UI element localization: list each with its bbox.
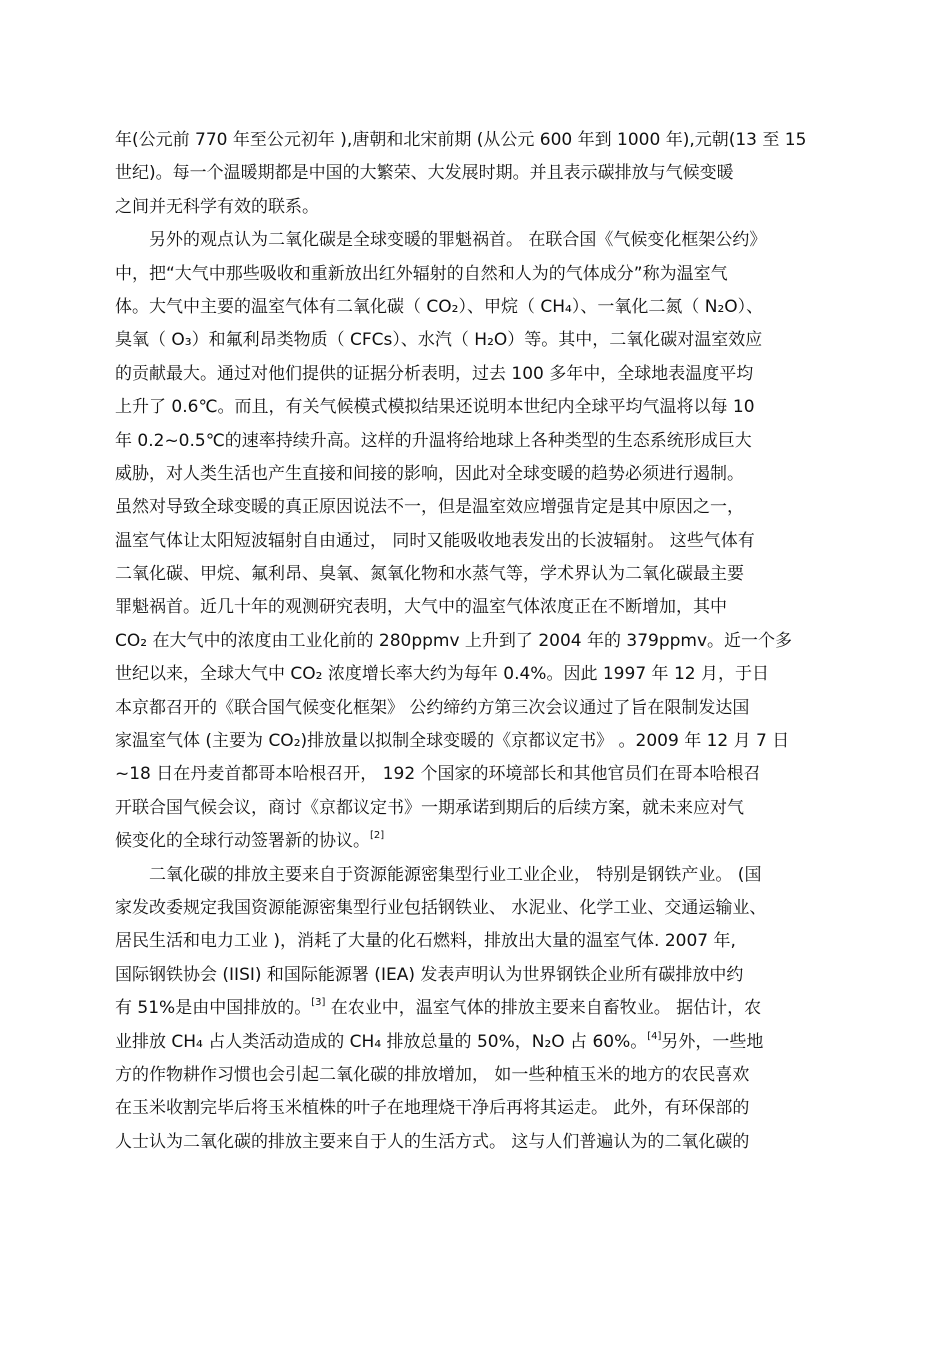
citation-ref: [2]	[370, 830, 385, 842]
paragraph-line: 温室气体让太阳短波辐射自由通过， 同时又能吸收地表发出的长波辐射。 这些气体有	[115, 530, 755, 551]
paragraph-line: 本京都召开的《联合国气候变化框架》 公约缔约方第三次会议通过了旨在限制发达国	[115, 697, 750, 718]
paragraph-line	[115, 1029, 830, 1062]
paragraph-line: 上升了 0.6℃。而且，有关气候模式模拟结果还说明本世纪内全球平均气温将以每 10	[115, 397, 755, 418]
paragraph-line: 罪魁祸首。近几十年的观测研究表明，大气中的温室气体浓度正在不断增加，其中	[115, 597, 727, 618]
paragraph-line: 年 0.2~0.5℃的速率持续升高。这样的升温将给地球上各种类型的生态系统形成巨大	[115, 430, 752, 451]
citation-ref: [3]	[311, 997, 326, 1009]
paragraph-line: 另外的观点认为二氧化碳是全球变暖的罪魁祸首。 在联合国《气候变化框架公约》	[149, 230, 767, 251]
paragraph-line: 世纪以来，全球大气中 CO₂ 浓度增长率大约为每年 0.4%。因此 1997 年 12 月，于日	[115, 664, 769, 685]
paragraph-line: 世纪)。每一个温暖期都是中国的大繁荣、大发展时期。并且表示碳排放与气候变暖	[115, 163, 734, 184]
paragraph-line: 居民生活和电力工业 )，消耗了大量的化石燃料，排放出大量的温室气体. 2007 年,	[115, 931, 736, 952]
paragraph-line: 家发改委规定我国资源能源密集型行业包括钢铁业、 水泥业、化学工业、交通运输业、	[115, 897, 767, 918]
paragraph-line: 臭氧（ O₃）和氟利昂类物质（ CFCs）、水汽（ H₂O）等。其中，二氧化碳对温室效应	[115, 330, 763, 351]
paragraph-line: 威胁，对人类生活也产生直接和间接的影响，因此对全球变暖的趋势必须进行遏制。	[115, 463, 744, 484]
paragraph-line: 方的作物耕作习惯也会引起二氧化碳的排放增加， 如一些种植玉米的地方的农民喜欢	[115, 1064, 750, 1085]
paragraph-line: 中，把“大气中那些吸收和重新放出红外辐射的自然和人为的气体成分”称为温室气	[115, 263, 728, 284]
line-text: 在农业中，温室气体的排放主要来自畜牧业。 据估计，农	[325, 998, 762, 1019]
paragraph-line: 体。大气中主要的温室气体有二氧化碳（ CO₂）、甲烷（ CH₄）、一氧化二氮（ N₂O）、	[115, 296, 764, 317]
paragraph-line: 开联合国气候会议，商讨《京都议定书》一期承诺到期后的后续方案，就未来应对气	[115, 797, 744, 818]
line-text: 有 51%是由中国排放的。	[115, 998, 312, 1019]
paragraph-line: 年(公元前 770 年至公元初年 ),唐朝和北宋前期 (从公元 600 年到 1000 年),元朝(13 至 15	[115, 130, 807, 150]
paragraph-line: ~18 日在丹麦首都哥本哈根召开， 192 个国家的环境部长和其他官员们在哥本哈根召	[115, 764, 761, 785]
paragraph-line: 的贡献最大。通过对他们提供的证据分析表明，过去 100 多年中，全球地表温度平均	[115, 363, 754, 384]
paragraph-line: 家温室气体 (主要为 CO₂)排放量以拟制全球变暖的《京都议定书》 。2009 年 12 月 7 日	[115, 731, 790, 752]
line-text: 业排放 CH₄ 占人类活动造成的 CH₄ 排放总量的 50%，N₂O 占 60%。	[115, 1031, 648, 1052]
paragraph-line: 二氧化碳、甲烷、氟利昂、臭氧、氮氧化物和水蒸气等，学术界认为二氧化碳最主要	[115, 564, 744, 585]
paragraph-line: 虽然对导致全球变暖的真正原因说法不一，但是温室效应增强肯定是其中原因之一，	[115, 497, 744, 518]
paragraph-line: 人士认为二氧化碳的排放主要来自于人的生活方式。 这与人们普遍认为的二氧化碳的	[115, 1131, 750, 1152]
paragraph-line: 二氧化碳的排放主要来自于资源能源密集型行业工业企业， 特别是钢铁产业。 (国	[149, 864, 762, 885]
paragraph-line: CO₂ 在大气中的浓度由工业化前的 280ppmv 上升到了 2004 年的 379ppmv。近一个多	[115, 630, 793, 651]
paragraph-line: 在玉米收割完毕后将玉米植株的叶子在地理烧干净后再将其运走。 此外，有环保部的	[115, 1098, 750, 1119]
paragraph-line: 国际钢铁协会 (IISI) 和国际能源署 (IEA) 发表声明认为世界钢铁企业所有碳排放中约	[115, 964, 744, 985]
line-text: 另外，一些地	[661, 1031, 764, 1052]
line-text: 候变化的全球行动签署新的协议。	[115, 831, 370, 852]
paragraph-line: 之间并无科学有效的联系。	[115, 196, 319, 217]
paragraph-line	[115, 828, 830, 861]
citation-ref: [4]	[647, 1030, 662, 1042]
paragraph-line	[115, 995, 830, 1028]
